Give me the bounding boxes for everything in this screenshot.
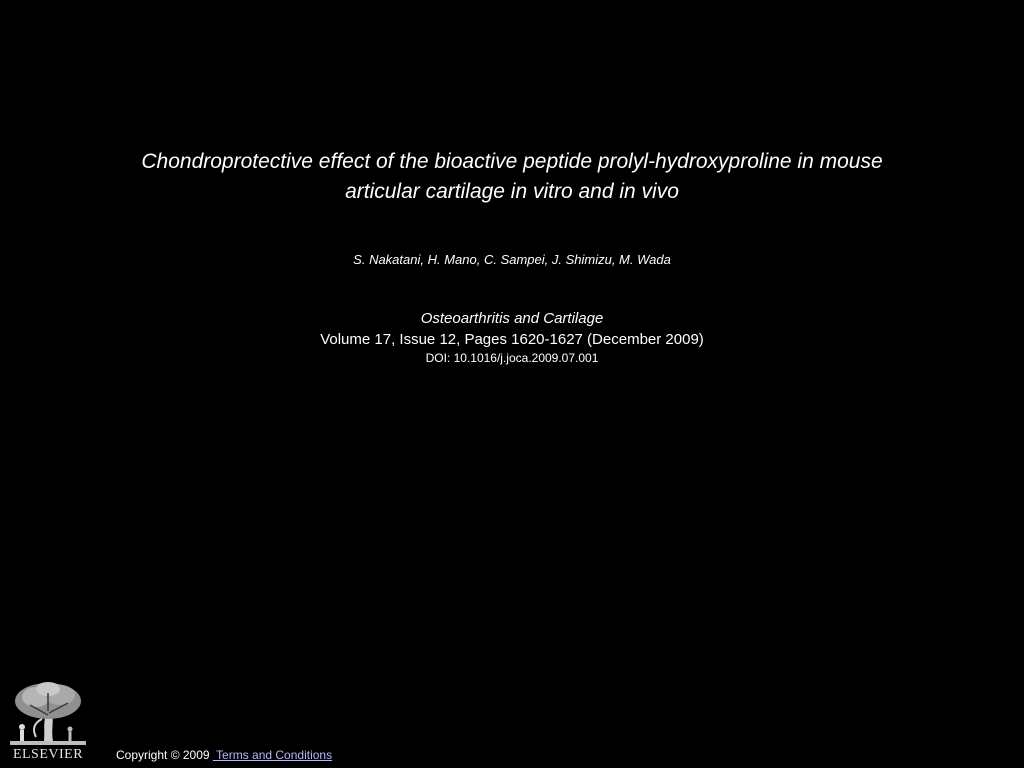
footer xyxy=(116,747,332,763)
article-title-line-1: Chondroprotective effect of the bioactive peptide prolyl-hydroxyproline in mouse xyxy=(141,150,883,173)
volume-info: Volume 17, Issue 12, Pages 1620-1627 (December 2009) xyxy=(320,331,704,348)
article-title xyxy=(60,147,964,207)
doi-text: DOI: 10.1016/j.joca.2009.07.001 xyxy=(425,351,599,365)
author-list: S. Nakatani, H. Mano, C. Sampei, J. Shimizu, M. Wada xyxy=(353,252,671,267)
terms-and-conditions-link[interactable]: Terms and Conditions xyxy=(212,748,333,762)
copyright-text: Copyright © 2009 xyxy=(116,748,213,762)
citation-block xyxy=(60,309,964,366)
journal-name: Osteoarthritis and Cartilage xyxy=(420,310,604,327)
elsevier-wordmark: ELSEVIER xyxy=(12,747,84,762)
elsevier-tree-icon xyxy=(8,679,88,747)
elsevier-logo xyxy=(8,679,88,767)
article-title-line-2: articular cartilage in vitro and in vivo xyxy=(345,180,679,203)
